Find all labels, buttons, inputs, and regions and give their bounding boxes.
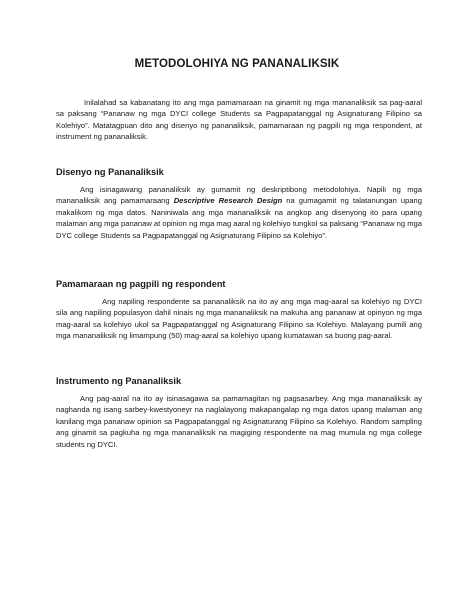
paragraph-text: na gumagamit ng talatanungan upang makalikom ng mga datos. Naniniwala ang mga mananaliksik na angkop ang disenyong ito para upang malaman ang mga pananaw at opinion ng mga mag aaral ng kolehiyo tungkol sa paksang “Pananaw ng mga DYC college Students sa Pagpapatanggal ng Asignaturang Filipino sa Kolehiyo”.: [56, 196, 423, 240]
paragraph-text: Ang napiling respondente sa pananaliksik na ito ay ang mga mag-aaral sa kolehiyo ng DYCI sila ang napiling populasyon dahil ninais ng mga mananaliksik na makuha ang pananaw at opinyon ng mga mag-aaral sa kolehiyo ukol sa Pagpapatanggal ng Asignaturang Filipino sa Kolehiyo. Malayang pumili ang mga mananaliksik ng limampung (50) mag-aaral sa kolehiyo upang kumatawan sa buong pag-aaral.: [56, 297, 422, 341]
document-title: METODOLOHIYA NG PANANALIKSIK: [134, 58, 340, 70]
paragraph-text: Ang isinagawang pananaliksik ay gumamit ng deskriptibong metodolohiya. Napili ng mga mananaliksik ang pamamaraang: [56, 185, 422, 206]
intro-paragraph: [56, 97, 422, 143]
section-heading-disenyo: Disenyo ng Pananaliksik: [56, 167, 164, 177]
intro-text: Inilalahad sa kabanatang ito ang mga pamamaraan na ginamit ng mga mananaliksik sa pag-aaral sa paksang “Pananaw ng mga DYCI college Students sa Pagpapatanggal ng Asignaturang Filipino sa Kolehiyo”. Matatagpuan dito ang disenyo ng pananaliksik, pamamaraan ng pagpili ng mga respondent, at instrument ng pananaliksik.: [56, 98, 422, 142]
paragraph-text: Ang pag-aaral na ito ay isinasagawa sa pamamagitan ng pagsasarbey. Ang mga mananaliksik ay naghanda ng isang sarbey-kwestyoneyr na naglalayong makapangalap ng mga datos upang malaman ang kanilang mga pananaw opinion sa Pagpapatanggal ng Asignaturang Filipino sa Kolehiyo. Random sampling ang ginamit sa pagkuha ng mga mananaliksik na magiging respondente na mag mumula ng mga college students ng DYCI.: [56, 394, 422, 449]
section-heading-pamamaraan: Pamamaraan ng pagpili ng respondent: [56, 279, 226, 289]
section-heading-instrumento: Instrumento ng Pananaliksik: [56, 376, 182, 386]
section-paragraph-disenyo: [56, 184, 422, 241]
section-paragraph-pamamaraan: [56, 296, 422, 342]
emphasized-term: Descriptive Research Design: [173, 196, 283, 206]
section-paragraph-instrumento: [56, 393, 422, 450]
